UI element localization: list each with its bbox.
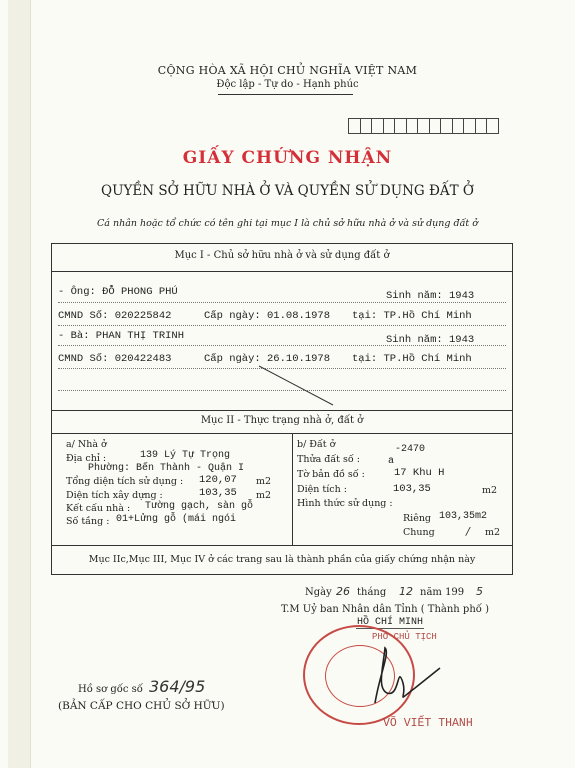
section2-heading: Mục II - Thực trạng nhà ở, đất ở — [200, 415, 364, 426]
owner1-name: - Ông: ĐỖ PHONG PHÚ — [58, 286, 178, 298]
record-number: 364/95 — [149, 677, 206, 696]
owner2-place: tại: TP.Hồ Chí Minh — [352, 353, 472, 365]
private-label: Riêng — [403, 513, 432, 524]
scan-edge — [8, 0, 31, 768]
land-label: b/ Đất ở — [297, 439, 336, 450]
floors-label: Số tầng : — [66, 516, 110, 527]
footer-note: Mục IIc,Mục III, Mục IV ở các trang sau là thành phần của giấy chứng nhận này — [88, 554, 476, 565]
shared-unit: m2 — [485, 527, 501, 538]
section1-heading: Mục I - Chủ sở hữu nhà ở và sử dụng đất ở — [174, 250, 390, 261]
address-value-2: Phường: Bến Thành - Quận I — [88, 463, 245, 474]
dotted-line — [58, 325, 506, 326]
section2-top-divider — [52, 410, 512, 411]
structure-value: Tường gạch, sàn gỗ — [145, 501, 254, 512]
date-month: 12 — [399, 585, 413, 598]
shared-value: / — [466, 525, 470, 538]
signatory-position: PHÓ CHỦ TỊCH — [372, 632, 437, 642]
land-area-label: Diện tích : — [297, 484, 347, 495]
date-year-label: năm 199 — [420, 587, 465, 598]
owner2-name: - Bà: PHAN THỊ TRINH — [58, 330, 185, 342]
signatory-city: HỒ CHÍ MINH — [357, 617, 424, 628]
date-year-end: 5 — [476, 585, 483, 598]
land-area-value: 103,35 — [393, 483, 431, 495]
section2-divider — [52, 433, 512, 434]
motto: Độc lập - Tự do - Hạnh phúc — [216, 79, 359, 90]
build-area-value: 103,35 — [199, 487, 237, 499]
build-area-unit: m2 — [256, 490, 272, 501]
dotted-line — [58, 345, 506, 346]
pen-stroke — [257, 364, 337, 409]
intro-text: Cá nhân hoặc tổ chức có tên ghi tại mục I là chủ sở hữu nhà ở và sử dụng đất ở — [97, 218, 478, 229]
build-area-label: Diện tích xây dựng : — [66, 490, 163, 501]
certificate-table — [51, 243, 513, 575]
total-area-label: Tổng diện tích sử dụng : — [66, 476, 184, 487]
owner2-id: CMND Số: 020422483 — [58, 353, 172, 365]
signatory-org: T.M Uỷ ban Nhân dân Tỉnh ( Thành phố ) — [281, 604, 489, 615]
land-area-unit: m2 — [482, 485, 498, 496]
private-value: 103,35m2 — [439, 511, 488, 522]
total-area-value: 120,07 — [199, 474, 237, 486]
serial-number-boxes — [349, 118, 499, 134]
footer-divider — [52, 545, 512, 546]
plot-suffix: -2470 — [395, 444, 426, 455]
dotted-line — [58, 302, 506, 303]
structure-label: Kết cấu nhà : — [66, 503, 131, 514]
nation-header: CỘNG HÒA XÃ HỘI CHỦ NGHĨA VIỆT NAM — [157, 64, 418, 77]
map-value: 17 Khu H — [394, 467, 445, 479]
date-month-label: tháng — [357, 587, 387, 598]
shared-label: Chung — [403, 527, 435, 538]
owner1-birth: Sinh năm: 1943 — [386, 290, 475, 302]
owner1-id: CMND Số: 020225842 — [58, 310, 172, 322]
plot-value: a — [388, 456, 395, 467]
signature-mark — [355, 643, 445, 713]
motto-underline — [218, 94, 353, 95]
section1-divider — [52, 271, 512, 272]
record-note: (BẢN CẤP CHO CHỦ SỞ HỮU) — [58, 700, 225, 712]
map-label: Tờ bản đồ số : — [297, 469, 365, 480]
floors-value: 01+Lửng gỗ (mái ngói — [116, 514, 237, 525]
use-form-label: Hình thức sử dụng : — [297, 498, 393, 509]
owner2-issue: Cấp ngày: 26.10.1978 — [204, 353, 331, 365]
signatory-name: VÕ VIẾT THANH — [383, 717, 473, 730]
owner1-place: tại: TP.Hồ Chí Minh — [352, 310, 472, 322]
house-label: a/ Nhà ở — [66, 439, 107, 450]
record-label: Hồ sơ gốc số — [78, 684, 143, 695]
section2-column-divider — [292, 433, 293, 545]
certificate-subtitle: QUYỀN SỞ HỮU NHÀ Ở VÀ QUYỀN SỬ DỤNG ĐẤT Ở — [101, 183, 474, 199]
total-area-unit: m2 — [256, 476, 272, 487]
date-day: 26 — [336, 585, 350, 598]
address-value: 139 Lý Tự Trọng — [140, 450, 231, 461]
owner1-issue: Cấp ngày: 01.08.1978 — [204, 310, 331, 322]
owner2-birth: Sinh năm: 1943 — [386, 334, 475, 346]
address-label: Địa chỉ : — [66, 453, 107, 464]
plot-label: Thửa đất số : — [297, 454, 360, 465]
date-prefix: Ngày — [305, 587, 332, 598]
certificate-title: GIẤY CHỨNG NHẬN — [182, 148, 393, 168]
